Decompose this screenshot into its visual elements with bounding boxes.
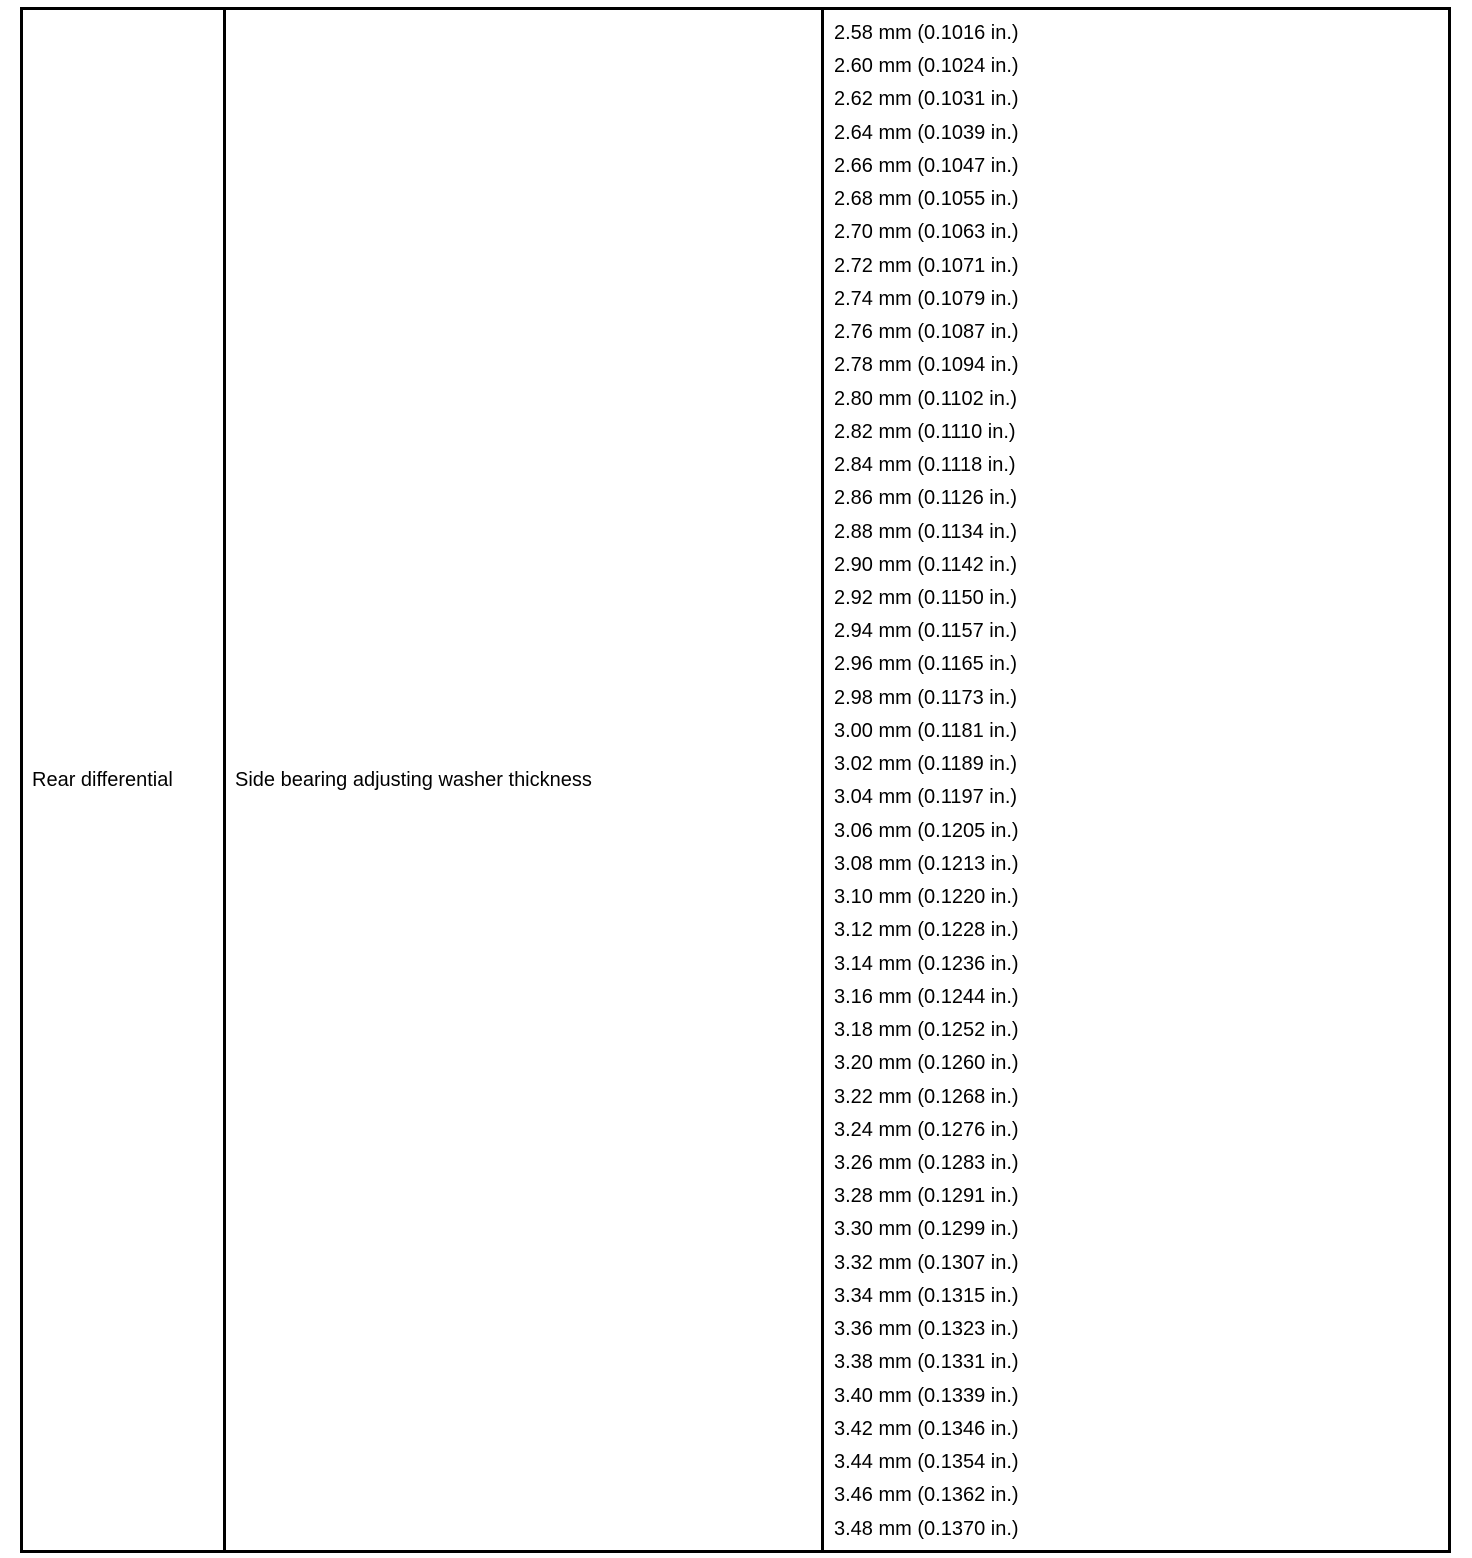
list-item: 2.76 mm (0.1087 in.) <box>834 321 1019 344</box>
list-item: 3.04 mm (0.1197 in.) <box>834 786 1018 809</box>
list-item: 3.02 mm (0.1189 in.) <box>834 753 1018 776</box>
spec-table <box>20 7 1451 1553</box>
list-item: 3.44 mm (0.1354 in.) <box>834 1451 1019 1474</box>
list-item: 3.46 mm (0.1362 in.) <box>834 1484 1019 1507</box>
list-item: 2.66 mm (0.1047 in.) <box>834 154 1019 177</box>
list-item: 3.16 mm (0.1244 in.) <box>834 985 1019 1008</box>
list-item: 2.86 mm (0.1126 in.) <box>834 487 1018 510</box>
list-item: 3.08 mm (0.1213 in.) <box>834 852 1019 875</box>
list-item: 3.24 mm (0.1276 in.) <box>834 1118 1019 1141</box>
list-item: 3.20 mm (0.1260 in.) <box>834 1052 1019 1075</box>
list-item: 2.60 mm (0.1024 in.) <box>834 55 1019 78</box>
list-item: 3.28 mm (0.1291 in.) <box>834 1185 1019 1208</box>
list-item: 2.94 mm (0.1157 in.) <box>834 620 1018 643</box>
list-item: 3.22 mm (0.1268 in.) <box>834 1085 1019 1108</box>
list-item: 2.58 mm (0.1016 in.) <box>834 22 1019 44</box>
list-item: 3.10 mm (0.1220 in.) <box>834 886 1019 909</box>
list-item: 3.12 mm (0.1228 in.) <box>834 919 1019 942</box>
list-item: 2.74 mm (0.1079 in.) <box>834 287 1019 310</box>
list-item: 3.36 mm (0.1323 in.) <box>834 1318 1019 1341</box>
list-item: 2.82 mm (0.1110 in.) <box>834 420 1016 443</box>
list-item: 2.72 mm (0.1071 in.) <box>834 254 1019 277</box>
list-item: 2.96 mm (0.1165 in.) <box>834 653 1018 676</box>
list-item: 3.26 mm (0.1283 in.) <box>834 1151 1019 1174</box>
list-item: 3.40 mm (0.1339 in.) <box>834 1384 1019 1407</box>
list-item: 3.32 mm (0.1307 in.) <box>834 1251 1019 1274</box>
list-item: 3.00 mm (0.1181 in.) <box>834 719 1018 742</box>
list-item: 3.38 mm (0.1331 in.) <box>834 1351 1019 1374</box>
values-cell <box>823 9 1450 1552</box>
list-item: 3.30 mm (0.1299 in.) <box>834 1218 1019 1241</box>
list-item: 2.70 mm (0.1063 in.) <box>834 221 1019 244</box>
list-item: 2.62 mm (0.1031 in.) <box>834 88 1019 111</box>
list-item: 2.84 mm (0.1118 in.) <box>834 454 1016 477</box>
list-item: 3.42 mm (0.1346 in.) <box>834 1417 1019 1440</box>
list-item: 2.98 mm (0.1173 in.) <box>834 686 1018 709</box>
list-item: 3.14 mm (0.1236 in.) <box>834 952 1019 975</box>
component-cell: Rear differential <box>22 9 225 1552</box>
list-item: 2.88 mm (0.1134 in.) <box>834 520 1018 543</box>
list-item: 3.48 mm (0.1370 in.) <box>834 1517 1019 1540</box>
list-item: 2.80 mm (0.1102 in.) <box>834 387 1018 410</box>
list-item: 3.18 mm (0.1252 in.) <box>834 1019 1019 1042</box>
table-row <box>22 9 1450 1552</box>
item-cell: Side bearing adjusting washer thickness <box>225 9 823 1552</box>
list-item: 2.68 mm (0.1055 in.) <box>834 188 1019 211</box>
list-item: 2.90 mm (0.1142 in.) <box>834 553 1018 576</box>
list-item: 2.78 mm (0.1094 in.) <box>834 354 1019 377</box>
list-item: 2.92 mm (0.1150 in.) <box>834 586 1018 609</box>
list-item: 3.06 mm (0.1205 in.) <box>834 819 1019 842</box>
washer-thickness-list <box>834 21 1448 1550</box>
list-item: 3.34 mm (0.1315 in.) <box>834 1284 1019 1307</box>
list-item: 2.64 mm (0.1039 in.) <box>834 121 1019 144</box>
